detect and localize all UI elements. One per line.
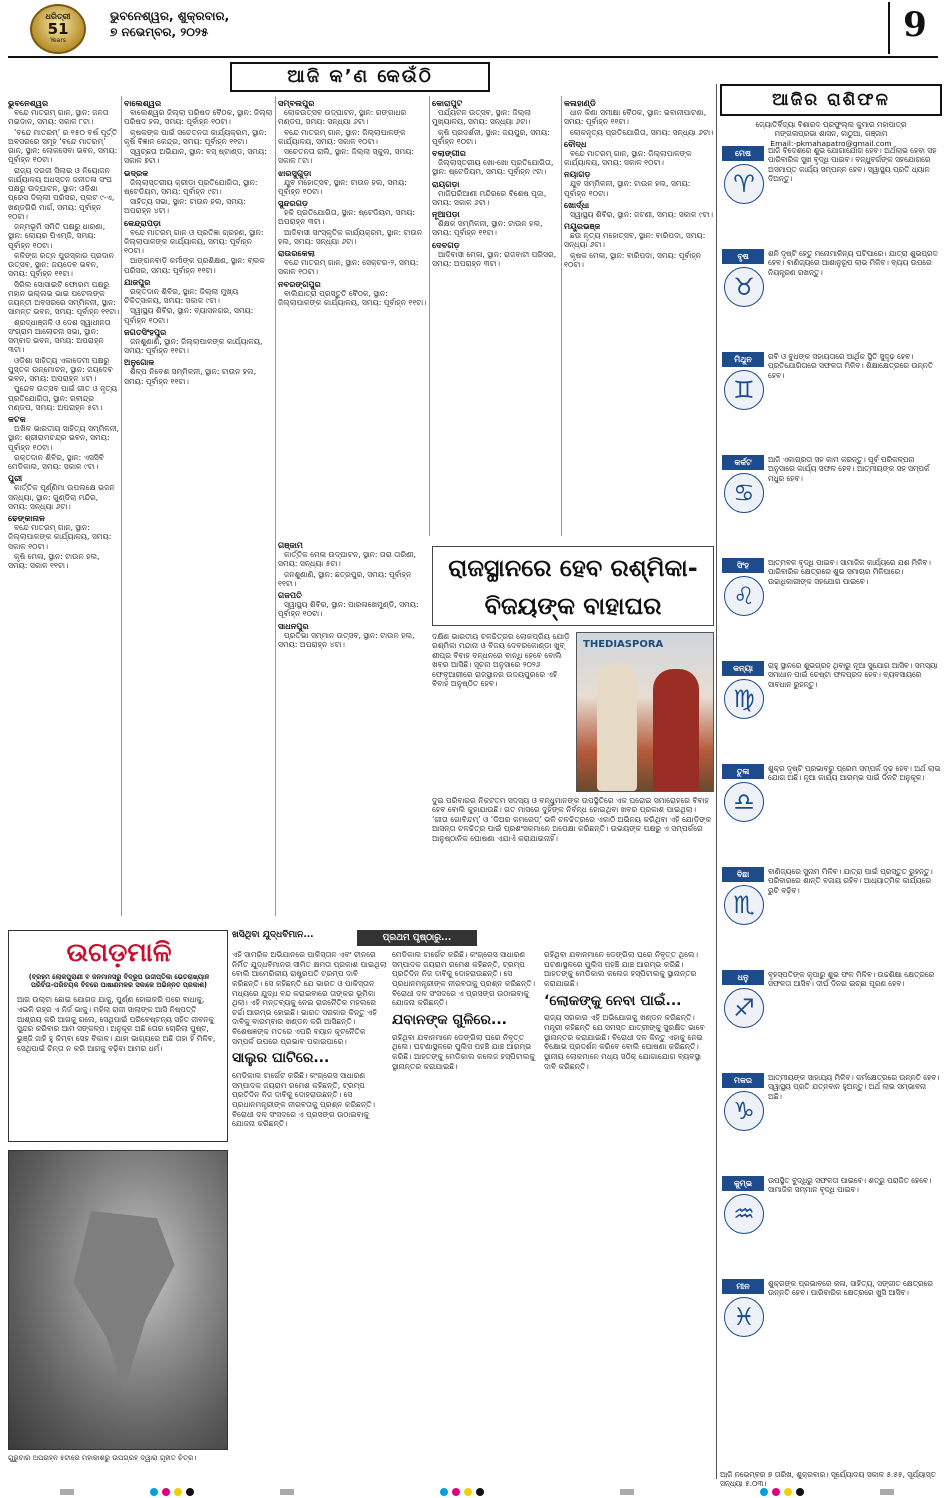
photo-figure-woman bbox=[653, 669, 699, 791]
photo-backdrop-text: THEDIASPORA bbox=[583, 639, 664, 650]
event-listing: ଶିଳ୍ପ ନିବେଶ ସମ୍ମିଳନୀ, ସ୍ଥାନ: ଟାଉନ ହଲ, ସମୟ: ପୂର୍ବାହ୍ନ ୧୧ଟା। bbox=[124, 367, 257, 386]
zodiac-sign-icon: ♐ bbox=[724, 988, 764, 1028]
satellite-image bbox=[8, 1150, 228, 1450]
registration-bar bbox=[620, 1489, 634, 1495]
event-listing: ରାଜ୍ୟ ଦରଜୀ ସିଲାଇ ଓ ନିୟୋଜନ କାର୍ଯ୍ୟାଳୟ ଅଧସ୍ତନ ଜନୀତଳା ସଂଘ ପକ୍ଷରୁ ଉଦ୍‌ଘାଟନ, ସ୍ଥାନ: ଓଡ଼ିଶା ପ୍ରେସ ଦିଲ୍ଲୀ ପରିସର, ପ୍ଲଟ ୯-ଏ, ଖଣ୍ଡଗିରି ମାର୍ଗ, ସମୟ: ପୂର୍ବାହ୍ନ ୧୦ଟା। bbox=[8, 165, 115, 221]
zodiac-sign-icon: ♊ bbox=[724, 370, 764, 410]
registration-dot-cyan bbox=[760, 1488, 768, 1496]
zodiac-sign-icon: ♑ bbox=[724, 1091, 764, 1131]
anniversary-badge bbox=[30, 4, 86, 54]
listing-column-5 bbox=[564, 96, 714, 536]
event-listing: ବନ୍ଦେ ମାତରମ୍ ଗାନ, ସ୍ଥାନ: ଜିଲ୍ଲାପାଳଙ୍କ କାର୍ଯ୍ୟାଳୟ, ସମୟ: ସକାଳ ୧୦ଟା। bbox=[8, 523, 112, 551]
event-listing: ବାଲିଯାତ୍ରା ପ୍ରସ୍ତୁତି ବୈଠକ, ସ୍ଥାନ: ଜିଲ୍ଲାପାଳଙ୍କ କାର୍ଯ୍ୟାଳୟ, ସମୟ: ପୂର୍ବାହ୍ନ ୧୧ଟା। bbox=[278, 288, 427, 307]
zodiac-entry bbox=[720, 661, 942, 764]
dateline-date: ୭ ନଭେମ୍ବର, ୨୦୨୫ bbox=[110, 25, 209, 40]
event-listing: କୃଷକ ମେଳା, ସ୍ଥାନ: ବାରିପଦା, ସମୟ: ପୂର୍ବାହ୍ନ ୧୦ଟା। bbox=[564, 250, 702, 269]
event-listing: ବନ୍ଦେ ମାତରମ୍ ଗାନ, ସ୍ଥାନ: ଜନତା ମଇଦାନ, ସମୟ: ସକାଳ ୮ଟା। bbox=[8, 108, 109, 127]
story-kicker-left: ଖସିଥିବା ଯୁଦ୍ଧବିମାନ... bbox=[232, 930, 314, 940]
zodiac-sign-icon: ♋ bbox=[724, 473, 764, 513]
zodiac-name-chip: ମକର bbox=[722, 1073, 764, 1088]
zodiac-forecast: ଆଜି ଏକାଗ୍ରତା ସହ କାମ କରନ୍ତୁ। ପୂର୍ବ ପରିକଳ୍ପନା ଅନୁସାରେ କାର୍ଯ୍ୟ ସଫଳ ହେବ। ଆତ୍ମୀୟଙ୍କ ସହ ସମ୍ପର୍କ ମଧୁର ହେବ। bbox=[768, 455, 930, 483]
event-listing: କାର୍ତ୍ତିକ ମେଳା ଉଦ୍‌ଘାଟନ, ସ୍ଥାନ: ତାରା ତାରିଣୀ, ସମୟ: ସନ୍ଧ୍ୟା ୫ଟା। bbox=[278, 550, 416, 569]
zodiac-sign-icon: ♓ bbox=[724, 1297, 764, 1337]
event-listing: ଆଦିବାସୀ ମେଳା, ସ୍ଥାନ: ରାଜବାଟୀ ପରିସର, ସମୟ: ଅପରାହ୍ନ ୩ଟା। bbox=[432, 249, 557, 268]
zodiac-entry bbox=[720, 867, 942, 970]
event-listing: ଶ୍ରଦ୍ଧାଞ୍ଜଳି ଓ ଦେଶ ସ୍ୱାଧୀନତା ସଂଗ୍ରାମ ଆଲୋଚନା ସଭା, ସ୍ଥାନ: ସମ୍ବାଦ ଭବନ, ସମୟ: ଅପରାହ୍ନ ୩ଟା। bbox=[8, 317, 111, 355]
story-text: ମେଡିକାଲ ଟାର୍ଗେଟ କରିଛି। କଂଗ୍ରେସ ସାଧାରଣ ସମ୍ପାଦକ ଜୟରାମ ରମେଶ କହିଛନ୍ତି, ଟ୍ରମ୍ପ ପ୍ରତିଦିନ ନିଜ ଦାବିକୁ ଦୋହରାଉଛନ୍ତି। ସେ ପ୍ରଧାନମନ୍ତ୍ରୀଙ୍କ ନୀରବତାକୁ ପ୍ରଶ୍ନ କରିଛନ୍ତି। ବିରୋଧୀ ଦଳ ସଂସଦରେ ଏ ପ୍ରସଙ୍ଗ ଉଠାଇବାକୁ ଯୋଜନା କରିଛନ୍ତି। bbox=[232, 1071, 376, 1129]
zodiac-forecast: ଆଜି ବିଦେଶରେ ଶୁଭ ଯୋଗାଯୋଗ ହେବ। ଅର୍ଥଲାଭ ହେବା ସହ ପାରିବାରିକ ସୁଖ ବୃଦ୍ଧି ପାଇବ। ବନ୍ଧୁବର୍ଗଙ୍କ ସହଯୋଗରେ ଅସମାପ୍ତ କାର୍ଯ୍ୟ ସମ୍ପନ୍ନ ହେବ। ସ୍ୱାସ୍ଥ୍ୟ ପ୍ରତି ଧ୍ୟାନ ଦିଅନ୍ତୁ। bbox=[768, 146, 937, 184]
district-heading: ଝାରସୁଗୁଡ଼ା bbox=[278, 167, 312, 178]
district-heading: ଜଗତସିଂହପୁର bbox=[124, 326, 167, 337]
district-heading: ପୁରୀ bbox=[8, 473, 23, 484]
district-heading: ଭଦ୍ରକ bbox=[124, 167, 149, 178]
story-text: ରାଜ୍ୟ ସରକାର ଏହି ଅଭିଯୋଗକୁ ଖଣ୍ଡନ କରିଛନ୍ତି। ମନ୍ତ୍ରୀ କହିଛନ୍ତି ଯେ ସମସ୍ତ ଯାତ୍ରୀଙ୍କୁ ସୁରକ୍ଷିତ ଭାବେ ସ୍ଥାନାନ୍ତର କରାଯାଇଛି। ବିରୋଧୀ ଦଳ କିନ୍ତୁ ଏହାକୁ ନେଇ ବିକ୍ଷୋଭ ପ୍ରଦର୍ଶନ କରିବେ ବୋଲି ଘୋଷଣା କରିଛନ୍ତି। ସ୍ଥାନୀୟ ଲୋକମାନେ ମଧ୍ୟ ସଠିକ୍ ଯୋଗାଯୋଗ ବ୍ୟବସ୍ଥା ଦାବି କରିଛନ୍ତି। bbox=[544, 1013, 705, 1071]
story-column-1 bbox=[232, 950, 388, 1450]
zodiac-forecast: ବୃହସ୍ପତିଙ୍କ କୃପାରୁ ଶୁଭ ଫଳ ମିଳିବ। ଉଚ୍ଚଶିକ୍ଷା କ୍ଷେତ୍ରରେ ସଫଳତା ଆସିବ। ଦୀର୍ଘ ଦିନର ଇଚ୍ଛା ପୂରଣ ହେବ। bbox=[768, 970, 935, 989]
registration-dot-cyan bbox=[150, 1488, 158, 1496]
event-listing: ପର୍ଯ୍ୟଟନ ଉତ୍ସବ, ସ୍ଥାନ: ଜିଲ୍ଲା ମୁଖ୍ୟାଳୟ, ସମୟ: ସନ୍ଧ୍ୟା ୬ଟା। bbox=[432, 108, 532, 127]
event-listing: ଆଙ୍ଗନବାଡ଼ି କର୍ମୀଙ୍କ ପ୍ରଶିକ୍ଷଣ, ସ୍ଥାନ: ବ୍ଲକ ପରିସର, ସମୟ: ପୂର୍ବାହ୍ନ ୧୧ଟା। bbox=[124, 256, 265, 275]
zodiac-name-chip: କନ୍ୟା bbox=[722, 661, 764, 676]
district-heading: ଭୁବନେଶ୍ୱର bbox=[8, 98, 49, 108]
registration-bar bbox=[880, 1489, 894, 1495]
event-listing: ଜନଶୁଣାଣି, ସ୍ଥାନ: ଛତ୍ରପୁର, ସମୟ: ପୂର୍ବାହ୍ନ ୧୧ଟା। bbox=[278, 569, 412, 588]
zodiac-forecast: ଶନି ଦୃଷ୍ଟି ହେତୁ ମନୋମାଳିନ୍ୟ ଘଟିପାରେ। ଯାତ୍ରା ଶୁଭପ୍ରଦ ହେବ। ବାଣିଜ୍ୟରେ ଆଶାନୁରୂପ ଲାଭ ମିଳିବ। ବ୍ୟୟ ଉପରେ ନିୟନ୍ତ୍ରଣ ରଖନ୍ତୁ। bbox=[768, 249, 938, 277]
zodiac-entry bbox=[720, 1176, 942, 1279]
event-listing: ଧାନ କିଣା ସମୀକ୍ଷା ବୈଠକ, ସ୍ଥାନ: ଭବାନୀପାଟଣା, ସମୟ: ପୂର୍ବାହ୍ନ ୧୧ଟା। bbox=[564, 108, 707, 127]
listing-column-2 bbox=[124, 96, 274, 916]
rashifala-title: ଆଜିର ରାଶିଫଳ bbox=[720, 84, 942, 116]
event-listing: ବନ୍ଦେ ମାତରମ୍ ଗାନ ଓ ପ୍ରତିଜ୍ଞା ଗ୍ରହଣ, ସ୍ଥାନ: ଜିଲ୍ଲାପାଳଙ୍କ କାର୍ଯ୍ୟାଳୟ, ସମୟ: ପୂର୍ବାହ୍ନ ୧୦ଟା। bbox=[124, 227, 264, 255]
column-divider bbox=[561, 96, 562, 536]
zodiac-sign-icon: ♈ bbox=[724, 164, 764, 204]
event-listing: ଶିକ୍ଷକ ସମ୍ମିଳନୀ, ସ୍ଥାନ: ଟାଉନ ହଲ, ସମୟ: ପୂର୍ବାହ୍ନ ୧୧ଟା। bbox=[432, 219, 543, 238]
zodiac-forecast: ଉପସ୍ଥିତ ବୁଦ୍ଧିରୁ ସଫଳତା ପାଇବେ। ଶତ୍ରୁ ପରାଜିତ ହେବେ। ସାମାଜିକ ସମ୍ମାନ ବୃଦ୍ଧି ପାଇବ। bbox=[768, 1176, 932, 1195]
registration-dot-cyan bbox=[440, 1488, 448, 1496]
event-listing: ରକ୍ତଦାନ ଶିବିର, ସ୍ଥାନ: ଏସସିବି ମେଡିକାଲ, ସମୟ: ସକାଳ ୯ଟା। bbox=[8, 452, 104, 471]
event-listing: ଛଉ ନୃତ୍ୟ ମହୋତ୍ସବ, ସ୍ଥାନ: ବାରିପଦା, ସମୟ: ସନ୍ଧ୍ୟା ୬ଟା। bbox=[564, 231, 706, 250]
zodiac-forecast: ରବି ଓ ବୁଧଙ୍କ ସହାୟତାରେ ଆର୍ଥିକ ସ୍ଥିତି ସୁଦୃଢ଼ ହେବ। ପ୍ରତିଯୋଗିତାରେ ସଫଳତା ମିଳିବ। ଶିକ୍ଷାକ୍ଷେତ୍ରରେ ଉନ୍ନତି ହେବ। bbox=[768, 352, 933, 380]
story-text: ଏହି ସାମରିକ ଅଭିଯାନରେ ପାକିସ୍ତାନ ଏବଂ ଚୀନରେ ନିର୍ମିତ ଯୁଦ୍ଧବିମାନର ସୀମିତ କ୍ଷମତା ପ୍ରକାଶ ପାଇଥିଲା ବୋଲି ଆମେରିକୀୟ ରାଷ୍ଟ୍ରପତି ଟ୍ରମ୍ପ ଦାବି କରିଛନ୍ତି। ସେ କହିଛନ୍ତି ଯେ ଭାରତ ଓ ପାକିସ୍ତାନ ମଧ୍ୟରେ ଯୁଦ୍ଧ ବନ୍ଦ କରାଇବାରେ ତାଙ୍କର ଭୂମିକା ଥିଲା। ଏହି ମନ୍ତବ୍ୟକୁ ନେଇ ରାଜନୈତିକ ମହଲରେ ଚର୍ଚ୍ଚା ଆରମ୍ଭ ହୋଇଛି। ଭାରତ ସରକାର କିନ୍ତୁ ଏହି ଦାବିକୁ ବାରମ୍ବାର ଖଣ୍ଡନ କରି ଆସିଛନ୍ତି। ବିଶେଷଜ୍ଞଙ୍କ ମତରେ ଏପରି ବୟାନ କୂଟନୈତିକ ସମ୍ପର୍କ ଉପରେ ପ୍ରଭାବ ପକାଇପାରେ। bbox=[232, 950, 387, 1046]
event-listing: ଜିଲ୍ଲାସ୍ତରୀୟ ଖୋ-ଖୋ ପ୍ରତିଯୋଗିତା, ସ୍ଥାନ: ଷ୍ଟେଡିୟମ, ସମୟ: ପୂର୍ବାହ୍ନ ୯ଟା। bbox=[432, 158, 554, 177]
story-text: ରହିଥିବା ଯବାନମାନେ ଡେଙ୍ଗିଲା ଘରେ ନିବୃତ୍ତ ଥିଲେ। ଘଟଣାସ୍ଥଳରେ ପୁଲିସ ପହଞ୍ଚି ଯାଞ୍ଚ ଆରମ୍ଭ କରିଛି। ଆହତଙ୍କୁ ମେଡିକାଲ କଲେଜ ହସ୍ପିଟାଲକୁ ସ୍ଥାନାନ୍ତର କରାଯାଇଛି। bbox=[392, 1032, 535, 1071]
district-heading: ମୟୂରଭଞ୍ଜ bbox=[564, 221, 601, 231]
zodiac-sign-icon: ♉ bbox=[724, 267, 764, 307]
page-number: 9 bbox=[903, 5, 927, 45]
page-number-divider bbox=[888, 2, 890, 54]
top-rule bbox=[8, 56, 938, 58]
district-heading: କଳାହାଣ୍ଡି bbox=[564, 98, 596, 108]
continued-header bbox=[232, 930, 712, 946]
zodiac-forecast: ରାହୁ ସ୍ଥାନରେ ଶୁଭଗ୍ରହ ଥିବାରୁ ନୂଆ ସୁଯୋଗ ଆସିବ। ସମସ୍ୟା ସମାଧାନ ପାଇଁ ଚେଷ୍ଟା ଫଳପ୍ରଦ ହେବ। ବ୍ୟବସାୟରେ ସାବଧାନ ରୁହନ୍ତୁ। bbox=[768, 661, 938, 689]
ugadamali-subtitle: (ବ୍ରହ୍ମ ଲୋକପୁରାଣୀ ବ ଜନମାନସରୁ ବିଦ୍ରୂପ ଉଦ୍ଦୀପ୍ତିକା ଭେତରାଖ୍ୟାନ ପରିଚିତା-ପରିଚୟକ ବିଚରେ ପାଷାଣମଳର ସକାଳେ ଅଭିନ୍ନତ ପ୍ରକାଶ) bbox=[28, 973, 210, 990]
zodiac-entry bbox=[720, 146, 942, 249]
district-heading: ରାଉରକେଲା bbox=[278, 248, 315, 258]
featured-body: ଦକ୍ଷିଣ ଭାରତୀୟ ଚଳଚ୍ଚିତ୍ରର ଲୋକପ୍ରିୟ ଯୋଡ଼ି ରଶ୍ମିକା ମନ୍ଦାନା ଓ ବିଜୟ ଦେବରକୋଣ୍ଡା ଖୁବ୍ ଶୀଘ୍ର ବିବାହ ବନ୍ଧନରେ ବାନ୍ଧି ହେବେ ବୋଲି ଖବର ଆସିଛି। ସୂଚନା ଅନୁସାରେ ୨୦୨୬ ଫେବୃଆରୀରେ ରାଜସ୍ଥାନର ଉଦୟପୁରରେ ଏହି ବିବାହ ଅନୁଷ୍ଠିତ ହେବ। bbox=[432, 632, 570, 689]
event-listing: ଅଖିଳ ଭାରତୀୟ ସାହିତ୍ୟ ସମ୍ମିଳନୀ, ସ୍ଥାନ: ଶ୍ରୀରାମଚନ୍ଦ୍ର ଭବନ, ସମୟ: ପୂର୍ବାହ୍ନ ୧୦ଟା। bbox=[8, 424, 120, 452]
district-heading: ଢେଙ୍କାନାଳ bbox=[8, 513, 45, 523]
dateline-place: ଭୁବନେଶ୍ୱର, ଶୁକ୍ରବାର, bbox=[110, 9, 230, 23]
zodiac-forecast: ଆତ୍ମୀୟଙ୍କ ସାହାଯ୍ୟ ମିଳିବ। କର୍ମକ୍ଷେତ୍ରରେ ଉନ୍ନତି ହେବ। ସ୍ୱାସ୍ଥ୍ୟ ପ୍ରତି ଯତ୍ନବାନ ହୁଅନ୍ତୁ। ଅର୍ଥ ଲାଭ ସମ୍ଭାବନା ଅଛି। bbox=[768, 1073, 940, 1101]
district-heading: ନବରଙ୍ଗପୁର bbox=[278, 278, 321, 289]
ugadamali-logo: ଉଗଡ଼ମାଳି bbox=[66, 938, 172, 968]
featured-body-continued: ଦୁଇ ପରିବାରର ନିକଟତମ ସଦସ୍ୟ ଓ ବନ୍ଧୁମାନଙ୍କ ଉପସ୍ଥିତିରେ ଏକ ଘରୋଇ ସମାରୋହରେ ବିବାହ ହେବ ବୋଲି କୁହାଯାଉଛି। ଗତ ମାସରେ ଦୁହିଁଙ୍କ ନିର୍ବନ୍ଧ ହୋଇଥିବା ଖବର ପ୍ରକାଶ ପାଇଥିଲା। ‘ଗୀତା ଗୋବିନ୍ଦମ୍’ ଓ ‘ଡିଅର କମରେଡ୍’ ଭଳି ଚଳଚ୍ଚିତ୍ରରେ ଏକାଠି ଅଭିନୟ କରିଥିବା ଏହି ଯୋଡ଼ିଙ୍କ ଆସନ୍ତା ଚଳଚ୍ଚିତ୍ର ପାଇଁ ପ୍ରଶଂସକମାନେ ଅପେକ୍ଷା କରିଛନ୍ତି। ଉଭୟଙ୍କ ପକ୍ଷରୁ ଏ ସମ୍ପର୍କରେ ଆନୁଷ୍ଠାନିକ ଘୋଷଣା ଏଯାଏଁ କରାଯାଇନାହିଁ। bbox=[432, 796, 712, 843]
event-listing: ବନ୍ଦେ ମାତରମ୍ ଗାନ, ସ୍ଥାନ: ଜିଲ୍ଲାପାଳଙ୍କ କାର୍ଯ୍ୟାଳୟ, ସମୟ: ସକାଳ ୧୦ଟା। bbox=[278, 127, 406, 146]
zodiac-name-chip: ମିଥୁନ bbox=[722, 352, 764, 367]
registration-bar bbox=[60, 1489, 74, 1495]
event-listing: ରକ୍ତଦାନ ଶିବିର, ସ୍ଥାନ: ଜିଲ୍ଲା ମୁଖ୍ୟ ଚିକିତ୍ସାଳୟ, ସମୟ: ସକାଳ ୯ଟା। bbox=[124, 286, 239, 305]
zodiac-entry bbox=[720, 352, 942, 455]
zodiac-entry bbox=[720, 249, 942, 352]
event-listing: ଜନ୍ମଭୂମି ସମିତି ପକ୍ଷରୁ ଧାରଣା, ସ୍ଥାନ: ଲୋୟର ପିଏମ୍‌ଜି, ସମୟ: ପୂର୍ବାହ୍ନ ୧୦ଟା। bbox=[8, 222, 106, 250]
astrologer-name: ଜ୍ୟୋତିର୍ବିଦ୍ୟା ବିଶାରଦ ପ୍ରଫୁଲ୍ଲ କୁମାର ମହାପାତ୍ର bbox=[755, 120, 907, 129]
zodiac-name-chip: ବୃଷ bbox=[722, 249, 764, 264]
listing-column-1 bbox=[8, 96, 120, 916]
registration-dot-black bbox=[186, 1488, 194, 1496]
rashifala-divider bbox=[716, 84, 717, 1479]
panchanga-footer: ଆଜି ନଭେମ୍ବର ୭ ତାରିଖ, ଶୁକ୍ରବାର। ସୂର୍ଯ୍ୟୋଦୟ ସକାଳ ୫.୫୫, ସୂର୍ଯ୍ୟାସ୍ତ ସନ୍ଧ୍ୟା ୫.୦୩। bbox=[720, 1470, 936, 1489]
district-heading: କଟକ bbox=[8, 414, 26, 424]
zodiac-name-chip: ତୁଳା bbox=[722, 764, 764, 779]
event-listing: କାର୍ତ୍ତିକ ପୂର୍ଣ୍ଣିମା ଉପଲକ୍ଷେ ଭଜନ ସନ୍ଧ୍ୟା, ସ୍ଥାନ: ଗୁଣ୍ଡିଚା ମନ୍ଦିର, ସମୟ: ସନ୍ଧ୍ୟା ୬ଟା। bbox=[8, 483, 115, 511]
district-heading: ନୂଆପଡ଼ା bbox=[432, 209, 460, 219]
zodiac-sign-icon: ♒ bbox=[724, 1194, 764, 1234]
astrologer-email: Email:-pkmahapatro@gmail.com bbox=[770, 138, 892, 148]
story-column-2 bbox=[392, 950, 540, 1450]
event-listing: ମାଜିଘରିଆଣୀ ମନ୍ଦିରରେ ବିଶେଷ ପୂଜା, ସମୟ: ସକାଳ ୬ଟା। bbox=[432, 188, 547, 207]
district-heading: ବୌଦ୍ଧ bbox=[564, 138, 587, 149]
zodiac-entry bbox=[720, 1279, 942, 1382]
zodiac-name-chip: ମେଷ bbox=[722, 146, 764, 161]
zodiac-entry bbox=[720, 1073, 942, 1176]
zodiac-name-chip: କୁମ୍ଭ bbox=[722, 1176, 764, 1191]
satellite-landmass bbox=[69, 1211, 179, 1391]
event-listing: ସାହିତ୍ୟ ସଭା, ସ୍ଥାନ: ଟାଉନ ହଲ, ସମୟ: ଅପରାହ୍ନ ୪ଟା। bbox=[124, 197, 246, 216]
listing-column-3 bbox=[278, 96, 428, 536]
event-listing: ଲୋକଉତ୍ସବ ଉଦ୍‌ଘାଟନ, ସ୍ଥାନ: ଗଙ୍ଗାଧର ମଣ୍ଡପ, ସମୟ: ସନ୍ଧ୍ୟା ୬ଟା। bbox=[278, 108, 407, 127]
zodiac-sign-icon: ♍ bbox=[724, 679, 764, 719]
district-heading: ଦେବଗଡ଼ bbox=[432, 239, 460, 250]
event-listing: କୃଷି ମେଳା, ସ୍ଥାନ: ଟାଉନ ହଲ, ସମୟ: ସକାଳ ୧୧ଟା। bbox=[8, 551, 100, 570]
district-heading: ବାଲେଶ୍ୱର bbox=[124, 98, 162, 108]
story-text: ମେଡିକାଲ ଟାର୍ଗେଟ କରିଛି। କଂଗ୍ରେସ ସାଧାରଣ ସମ୍ପାଦକ ଜୟରାମ ରମେଶ କହିଛନ୍ତି, ଟ୍ରମ୍ପ ପ୍ରତିଦିନ ନିଜ ଦାବିକୁ ଦୋହରାଉଛନ୍ତି। ସେ ପ୍ରଧାନମନ୍ତ୍ରୀଙ୍କ ନୀରବତାକୁ ପ୍ରଶ୍ନ କରିଛନ୍ତି। ବିରୋଧୀ ଦଳ ସଂସଦରେ ଏ ପ୍ରସଙ୍ଗ ଉଠାଇବାକୁ ଯୋଜନା କରିଛନ୍ତି। bbox=[392, 950, 536, 1008]
badge-number: 51 bbox=[47, 20, 69, 38]
event-listing: ବନ୍ଦେ ମାତରମ୍ ଗାନ, ସ୍ଥାନ: ସେକ୍ଟର-୨, ସମୟ: ସକାଳ ୧୦ଟା। bbox=[278, 258, 419, 277]
badge-top-text: ଧରିତ୍ରୀ bbox=[45, 12, 71, 21]
event-listing: କୃଷି ପ୍ରଦର୍ଶନୀ, ସ୍ଥାନ: ଜୟପୁର, ସମୟ: ପୂର୍ବାହ୍ନ ୧୦ଟା। bbox=[432, 127, 550, 146]
registration-dot-yellow bbox=[784, 1488, 792, 1496]
zodiac-entry bbox=[720, 558, 942, 661]
district-heading: କୋରାପୁଟ bbox=[432, 98, 463, 108]
district-heading: ନୟାଗଡ଼ bbox=[564, 169, 591, 180]
zodiac-name-chip: ଧନୁ bbox=[722, 970, 764, 985]
column-divider bbox=[429, 96, 430, 536]
district-heading: ଯାଜପୁର bbox=[124, 276, 151, 287]
event-listing: ‘ବନ୍ଦେ ମାତରମ୍’ ର ୧୫୦ ବର୍ଷ ପୂର୍ତ୍ତି ଅବସରରେ ସମୂହ ‘ବନ୍ଦେ ମାତରମ୍’ ଗାନ, ସ୍ଥାନ: ଲୋକସେବା ଭବନ, ସମୟ: ପୂର୍ବାହ୍ନ ୧୦ଟା। bbox=[8, 127, 118, 165]
ugadamali-body: ଆଗ ଉଲ୍ଟା ଛୋଇ ଯୋଗଜ ଯାକୁ, ପୁର୍ଣ୍ଣ ହୋଇକରି ପରେ ବାଧାକୁ, ଏଭଳି ରହ୍ର ଏ ନିର୍ଜ ଭାକୁ। ମହିଲା ରାଜୀ ସାଲାଙ୍କ ଆସି ନିଷ୍ପତ୍ତି ଆଶ୍ରୟ କରି ଆଗକୁ ଗଲେ, ସେଥିପାଇଁ ପରିବେଷ୍ଟନ୍ୟ ସହିତ ଜୀବନକୁ ସୁନ୍ଦର କରିବାର ଆମ ସଙ୍କଳ୍ପ। ଅନୁକୂଳ ଅଛି ତୋର ଚୋରିଲା ପୁଷ୍ଟ, ଭୁଞ୍ଜି ଜାହି ହୁ କିମ୍ବା ସେହ ବିକାଳ। ଯାହା ଭାଗ୍ୟରେ ଅଛି ତାହା ହିଁ ମିଳିବ, ସେଥିପାଇଁ ଚିନ୍ତା ନ କରି ଆଗକୁ ବଢ଼ିବା ଆମର ଧର୍ମ। bbox=[17, 995, 216, 1053]
listing-column-4 bbox=[432, 96, 560, 536]
district-heading: ଅନୁଗୋଳ bbox=[124, 357, 155, 368]
event-listing: ଜନଶୁଣାଣି, ସ୍ଥାନ: ଜିଲ୍ଲାପାଳଙ୍କ କାର୍ଯ୍ୟାଳୟ, ସମୟ: ପୂର୍ବାହ୍ନ ୧୧ଟା। bbox=[124, 336, 263, 355]
story-subhead: ଯବାନଙ୍କ ଗୁଳିରେ... bbox=[392, 1011, 507, 1028]
zodiac-forecast: ବାଣିଜ୍ୟରେ ସୁନାମ ମିଳିବ। ଯାତ୍ରା ପାଇଁ ପ୍ରସ୍ତୁତ ରୁହନ୍ତୁ। ପରିବାରରେ ଶାନ୍ତି ବଜାୟ ରହିବ। ଆଧ୍ୟାତ୍ମିକ କାର୍ଯ୍ୟରେ ରୁଚି ବଢ଼ିବ। bbox=[768, 867, 933, 895]
registration-dot-magenta bbox=[772, 1488, 780, 1496]
event-listing: ସ୍ୱାସ୍ଥ୍ୟ ଶିବିର, ସ୍ଥାନ: ପାରଳାଖେମୁଣ୍ଡି, ସମୟ: ପୂର୍ବାହ୍ନ ୧୦ଟା। bbox=[278, 600, 419, 619]
zodiac-sign-icon: ♎ bbox=[724, 782, 764, 822]
event-listing: ସ୍ୱାସ୍ଥ୍ୟ ଶିବିର, ସ୍ଥାନ: ବ୍ୟାସନଗର, ସମୟ: ପୂର୍ବାହ୍ନ ୧୦ଟା। bbox=[124, 306, 254, 325]
event-listing: ସିରିଲ ସୋସାଇଟି ଫୋରମ ପକ୍ଷରୁ ମହାନ ଭଲ୍ଲଭ ଭାଇ ପଟେଲଙ୍କ ଜୟନ୍ତୀ ଅବସରରେ ସମ୍ମିଳନୀ, ସ୍ଥାନ: ସାମନ୍ତ ଭବନ, ସମୟ: ପୂର୍ବାହ୍ନ ୧୧ଟା। bbox=[8, 279, 120, 317]
zodiac-sign-icon: ♏ bbox=[724, 885, 764, 925]
event-listing: ସ୍ୱଚ୍ଛତା ଅଭିଯାନ, ସ୍ଥାନ: ବସ୍ ଷ୍ଟାଣ୍ଡ, ସମୟ: ସକାଳ ୭ଟା। bbox=[124, 147, 267, 166]
registration-dot-black bbox=[476, 1488, 484, 1496]
event-listing: ଲୋକନୃତ୍ୟ ପ୍ରତିଯୋଗିତା, ସମୟ: ସନ୍ଧ୍ୟା ୬ଟା। bbox=[570, 127, 714, 137]
photo-figure-man bbox=[597, 663, 637, 791]
event-listing: ଓଡ଼ିଶା ସାହିତ୍ୟ ଏକାଡେମୀ ପକ୍ଷରୁ ପୁସ୍ତକ ଉନ୍ମୋଚନ, ସ୍ଥାନ: ଜୟଦେବ ଭବନ, ସମୟ: ଅପରାହ୍ନ ୪ଟା। bbox=[8, 355, 113, 383]
event-listing: ବନ୍ଦେ ମାତରମ୍ ଗାନ, ସ୍ଥାନ: ଜିଲ୍ଲାପାଳଙ୍କ କାର୍ଯ୍ୟାଳୟ, ସମୟ: ସକାଳ ୧୦ଟା। bbox=[564, 148, 692, 167]
district-heading: ସୁନ୍ଦରଗଡ଼ bbox=[278, 198, 309, 208]
badge-years: Years bbox=[50, 37, 66, 44]
story-text: ରହିଥିବା ଯବାନମାନେ ଡେଙ୍ଗିଲା ଘରେ ନିବୃତ୍ତ ଥିଲେ। ଘଟଣାସ୍ଥଳରେ ପୁଲିସ ପହଞ୍ଚି ଯାଞ୍ଚ ଆରମ୍ଭ କରିଛି। ଆହତଙ୍କୁ ମେଡିକାଲ କଲେଜ ହସ୍ପିଟାଲକୁ ସ୍ଥାନାନ୍ତର କରାଯାଇଛି। bbox=[544, 950, 699, 988]
zodiac-sign-icon: ♌ bbox=[724, 576, 764, 616]
column-divider bbox=[275, 96, 276, 916]
astrologer-address: ମଙ୍ଗଳାପ୍ରଭା ଶାସନ, କାଠୁଆ, ଗଞ୍ଜାମ bbox=[774, 129, 888, 139]
event-listing: ଜିଲ୍ଲାସ୍ତରୀୟ କ୍ରୀଡ଼ା ପ୍ରତିଯୋଗିତା, ସ୍ଥାନ: ଷ୍ଟେଡିୟମ, ସମୟ: ପୂର୍ବାହ୍ନ ୯ଟା। bbox=[124, 177, 258, 196]
district-heading: ସମ୍ବଲପୁର bbox=[278, 98, 315, 108]
event-listing: କୃଷକଙ୍କ ପାଇଁ ସଚେତନତା କାର୍ଯ୍ୟକ୍ରମ, ସ୍ଥାନ: କୃଷି ବିଜ୍ଞାନ କେନ୍ଦ୍ର, ସମୟ: ପୂର୍ବାହ୍ନ ୧୧ଟା। bbox=[124, 127, 267, 146]
district-heading: ରାୟଗଡ଼ା bbox=[432, 178, 460, 189]
zodiac-name-chip: ମୀନ bbox=[722, 1279, 764, 1294]
event-listing: ଯୁବ ସମ୍ମିଳନୀ, ସ୍ଥାନ: ଟାଉନ ହଲ, ସମୟ: ପୂର୍ବାହ୍ନ ୧୦ଟା। bbox=[564, 179, 691, 198]
zodiac-forecast: ଶୁକ୍ରଙ୍କ ପ୍ରଭାବରେ କଳା, ସାହିତ୍ୟ, ସଙ୍ଗୀତ କ୍ଷେତ୍ରରେ ଉନ୍ନତି ହେବ। ପାରିବାରିକ କ୍ଷେତ୍ରରେ ଖୁସି ଆସିବ। bbox=[768, 1279, 933, 1298]
ugadamali-box bbox=[8, 930, 228, 1142]
listing-column-3-lower bbox=[278, 538, 428, 928]
continued-from-front-tab: ପ୍ରଥମ ପୃଷ୍ଠାରୁ... bbox=[357, 930, 477, 946]
zodiac-entry bbox=[720, 455, 942, 558]
district-heading: ଖୋର୍ଦ୍ଧା bbox=[564, 199, 590, 210]
story-column-3 bbox=[544, 950, 712, 1450]
district-heading: ବଲାଙ୍ଗୀର bbox=[432, 148, 466, 158]
featured-headline: ରାଜସ୍ଥାନରେ ହେବ ରଶ୍ମିକା-ବିଜୟଙ୍କ ବାହାଘର bbox=[432, 546, 714, 626]
zodiac-entry bbox=[720, 764, 942, 867]
registration-dot-magenta bbox=[162, 1488, 170, 1496]
event-listing: ପ୍ରତିଭା ସମ୍ମାନ ଉତ୍ସବ, ସ୍ଥାନ: ଟାଉନ ହଲ, ସମୟ: ଅପରାହ୍ନ ୪ଟା। bbox=[278, 630, 415, 649]
zodiac-forecast: ଶୁକ୍ର ଦୃଷ୍ଟି ପ୍ରଭାବରୁ ପ୍ରେମ ସମ୍ପର୍କ ଦୃଢ଼ ହେବ। ଅର୍ଥ ଲାଭ ଯୋଗ ଅଛି। ନୂଆ କାର୍ଯ୍ୟ ଆରମ୍ଭ ପାଇଁ ଦିନଟି ଅନୁକୂଳ। bbox=[768, 764, 941, 783]
district-heading: ସାଧନପୁର bbox=[278, 620, 309, 631]
featured-story bbox=[432, 546, 714, 918]
district-heading: ଗଞ୍ଜାମ bbox=[278, 540, 304, 550]
satellite-caption: ଗୁରୁବାର ଅପରାହ୍ନ ୫ଟାରେ ମହାକାଶରୁ ଉପଗ୍ରହ ଦ୍ୱାରା ଗୃହୀତ ଚିତ୍ର। bbox=[8, 1454, 197, 1462]
event-listing: ଆଦିବାସୀ ସାଂସ୍କୃତିକ କାର୍ଯ୍ୟକ୍ରମ, ସ୍ଥାନ: ଟାଉନ ହଲ, ସମୟ: ସନ୍ଧ୍ୟା ୬ଟା। bbox=[278, 227, 423, 246]
couple-photo bbox=[576, 632, 714, 792]
story-subhead: ‘ଲୋକଙ୍କୁ ନେବା ପାଇଁ... bbox=[544, 992, 682, 1009]
district-heading: କେନ୍ଦ୍ରାପଡ଼ା bbox=[124, 217, 161, 228]
zodiac-name-chip: ସିଂହ bbox=[722, 558, 764, 573]
registration-dot-black bbox=[796, 1488, 804, 1496]
event-listing: ସଚେତନତା ରାଲି, ସ୍ଥାନ: ଜିଲ୍ଲା ସ୍କୁଲ, ସମୟ: ସକାଳ ୮ଟା। bbox=[278, 147, 414, 166]
registration-bar bbox=[280, 1489, 294, 1495]
event-listing: କଳିଙ୍ଗ ରତ୍ନ ପୁରସ୍କାର ପ୍ରଦାନ ଉତ୍ସବ, ସ୍ଥାନ: ଜୟଦେବ ଭବନ, ସମୟ: ପୂର୍ବାହ୍ନ ୧୧ଟା। bbox=[8, 250, 114, 279]
registration-dot-yellow bbox=[464, 1488, 472, 1496]
masthead bbox=[0, 0, 945, 60]
column-divider bbox=[121, 96, 122, 916]
print-registration-strip bbox=[0, 1486, 945, 1498]
event-listing: ସ୍ୱାସ୍ଥ୍ୟ ଶିବିର, ସ୍ଥାନ: ଜଟଣୀ, ସମୟ: ସକାଳ ୯ଟା। bbox=[570, 209, 714, 219]
event-listing: ହକି ପ୍ରତିଯୋଗିତା, ସ୍ଥାନ: ଷ୍ଟେଡିୟମ, ସମୟ: ଅପରାହ୍ନ ୩ଟା। bbox=[278, 208, 415, 227]
district-heading: ଗଜପତି bbox=[278, 590, 302, 600]
dateline bbox=[110, 8, 370, 40]
section-title: ଆଜି କ’ଣ କେଉଁଠି bbox=[230, 62, 490, 92]
registration-dot-yellow bbox=[174, 1488, 182, 1496]
event-listing: ପୁନ୍ଦେବ ଉତ୍ସବ ପାଇଁ ଗୀତ ଓ ନୃତ୍ୟ ପ୍ରତିଯୋଗିତା, ସ୍ଥାନ: ରବୀନ୍ଦ୍ର ମଣ୍ଡପ, ସମୟ: ଅପରାହ୍ନ ୫ଟା। bbox=[8, 384, 118, 412]
zodiac-entry bbox=[720, 970, 942, 1073]
zodiac-name-chip: କର୍କଟ bbox=[722, 455, 764, 470]
story-subhead: ସାଲୁର ଘାଟିରେ... bbox=[232, 1050, 330, 1067]
event-listing: ବାଲେଶ୍ୱର ଜିଲ୍ଲା ପରିଷଦ ବୈଠକ, ସ୍ଥାନ: ଜିଲ୍ଲା ପରିଷଦ ହଲ, ସମୟ: ପୂର୍ବାହ୍ନ ୧୦ଟା। bbox=[124, 108, 273, 127]
zodiac-name-chip: ବିଛା bbox=[722, 867, 764, 882]
registration-dot-magenta bbox=[452, 1488, 460, 1496]
event-listing: ଯୁବ ମହୋତ୍ସବ, ସ୍ଥାନ: ଟାଉନ ହଲ, ସମୟ: ପୂର୍ବାହ୍ନ ୧୦ଟା। bbox=[278, 177, 407, 196]
rashifala-byline bbox=[720, 120, 942, 148]
zodiac-forecast: ଆତ୍ମବଳ ବୃଦ୍ଧି ପାଇବ। ସାମାଜିକ କାର୍ଯ୍ୟରେ ଯଶ ମିଳିବ। ପାରିବାରିକ କ୍ଷେତ୍ରରେ ଶୁଭ ସମାଚାର ମିଳିପାରେ। ଉଚ୍ଚାଧିକାରୀଙ୍କ ସହଯୋଗ ପାଇବେ। bbox=[768, 558, 931, 586]
